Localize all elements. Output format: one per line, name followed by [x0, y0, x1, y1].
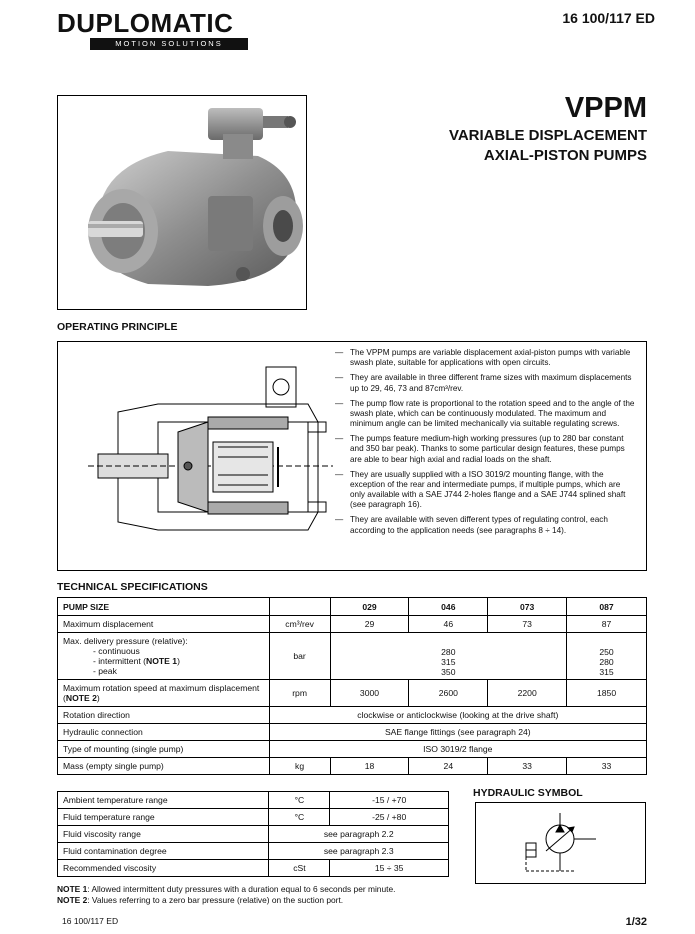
- mounting-label: Type of mounting (single pump): [58, 741, 270, 758]
- table-cell: see paragraph 2.3: [269, 843, 449, 860]
- table-row: [58, 843, 449, 860]
- table-cell: 3000: [330, 680, 409, 707]
- size-073: 073: [488, 598, 567, 616]
- footer-page-number: 1/32: [625, 916, 647, 928]
- bullet-item: — The pump flow rate is proportional to the rotation speed and to the angle of the swash plate, which can be continuously modulated. The maximum and minimum angle can be limited mechanically via suitable regulating screws.: [335, 398, 635, 429]
- product-title-line2: AXIAL-PISTON PUMPS: [483, 147, 647, 164]
- note-1: NOTE 1: Allowed intermittent duty pressures with a duration equal to 6 seconds per minute.: [57, 884, 396, 894]
- hydraulic-connection-label: Hydraulic connection: [58, 724, 270, 741]
- document-code: 16 100/117 ED: [562, 10, 655, 26]
- table-cell: -15 / +70: [330, 792, 449, 809]
- hydraulic-symbol-box: [475, 802, 646, 884]
- table-cell: Fluid temperature range: [58, 809, 269, 826]
- table-cell: °C: [269, 809, 330, 826]
- brand-tagline: MOTION SOLUTIONS: [90, 38, 248, 50]
- displacement-label: Maximum displacement: [58, 616, 270, 633]
- bullet-item: — The pumps feature medium-high working pressures (up to 280 bar constant and 350 bar peak). Thanks to some particular design features, these pumps are able to bear high axial and radial loads on the shaft.: [335, 434, 625, 464]
- product-title-line1: VARIABLE DISPLACEMENT: [448, 127, 647, 144]
- table-cell: 1850: [567, 680, 647, 707]
- operating-principle-heading: OPERATING PRINCIPLE: [57, 321, 178, 333]
- bullet-item: — The VPPM pumps are variable displacement axial-piston pumps with variable swash plate, suitable for applications with open circuits.: [335, 348, 631, 368]
- mass-label: Mass (empty single pump): [58, 758, 270, 775]
- table-cell: Fluid viscosity range: [58, 826, 269, 843]
- bullet-item: — They are available with seven different types of regulating control, each according to the application needs (see paragraphs 8 ÷ 14).: [335, 515, 608, 535]
- table-cell: 15 ÷ 35: [330, 860, 449, 877]
- table-row: [58, 724, 647, 741]
- table-cell: 18: [330, 758, 409, 775]
- table-cell: Fluid contamination degree: [58, 843, 269, 860]
- table-row: [58, 809, 449, 826]
- table-cell: 2600: [409, 680, 488, 707]
- ambient-table: [57, 791, 449, 877]
- table-row: [58, 826, 449, 843]
- table-row: [58, 792, 449, 809]
- tech-specs-table: [57, 597, 647, 775]
- pump-cross-section-drawing: [78, 362, 338, 547]
- speed-label: Maximum rotation speed at maximum displacement (NOTE 2): [58, 680, 270, 707]
- size-029: 029: [330, 598, 409, 616]
- footnotes: [57, 884, 395, 907]
- table-row: [58, 860, 449, 877]
- table-cell: 73: [488, 616, 567, 633]
- tech-specs-heading: TECHNICAL SPECIFICATIONS: [57, 581, 208, 593]
- hydraulic-symbol-icon: [516, 813, 606, 875]
- table-cell: 2200: [488, 680, 567, 707]
- table-cell: -25 / +80: [330, 809, 449, 826]
- table-cell: 33: [567, 758, 647, 775]
- pressure-label: Max. delivery pressure (relative): - continuous - intermittent (NOTE 1) - peak: [58, 633, 270, 680]
- table-cell: 87: [567, 616, 647, 633]
- mass-unit: kg: [269, 758, 330, 775]
- pressure-values-087: 250 280 315: [567, 633, 647, 680]
- pressure-values-mid: 280 315 350: [330, 633, 567, 680]
- rotation-label: Rotation direction: [58, 707, 270, 724]
- table-row: [58, 758, 647, 775]
- speed-unit: rpm: [269, 680, 330, 707]
- table-row: [58, 707, 647, 724]
- footer-document-code: 16 100/117 ED: [62, 916, 119, 926]
- operating-principle-bullets: [335, 348, 637, 541]
- bullet-item: — They are usually supplied with a ISO 3019/2 mounting flange, with the exception of the rear and intermediate pumps, if multiple pumps, which are only available with a SAE J744 2-holes flange and a SAE J744 splined shaft (see paragraph 16).: [335, 469, 626, 510]
- table-row: [58, 633, 647, 680]
- table-row: [58, 680, 647, 707]
- table-row: [58, 741, 647, 758]
- size-087: 087: [567, 598, 647, 616]
- pump-size-label: PUMP SIZE: [58, 598, 270, 616]
- hydraulic-symbol-heading: HYDRAULIC SYMBOL: [473, 787, 583, 799]
- rotation-value: clockwise or anticlockwise (looking at the drive shaft): [269, 707, 646, 724]
- note-2: NOTE 2: Values referring to a zero bar pressure (relative) on the suction port.: [57, 895, 344, 906]
- mounting-value: ISO 3019/2 flange: [269, 741, 646, 758]
- table-cell: 46: [409, 616, 488, 633]
- table-cell: Ambient temperature range: [58, 792, 269, 809]
- table-cell: Recommended viscosity: [58, 860, 269, 877]
- table-cell: see paragraph 2.2: [269, 826, 449, 843]
- product-code: VPPM: [564, 92, 647, 124]
- bullet-item: — They are available in three different frame sizes with maximum displacements up to 29, 46, 73 and 87cm³/rev.: [335, 373, 632, 393]
- table-cell: cSt: [269, 860, 330, 877]
- size-046: 046: [409, 598, 488, 616]
- brand-logo: DUPLOMATIC: [57, 8, 234, 38]
- table-row: [58, 598, 647, 616]
- product-photo: [57, 95, 307, 310]
- pump-photo-illustration: [58, 96, 306, 309]
- table-cell: °C: [269, 792, 330, 809]
- operating-principle-box: [57, 341, 647, 571]
- table-cell: 33: [488, 758, 567, 775]
- table-row: [58, 616, 647, 633]
- pressure-unit: bar: [269, 633, 330, 680]
- table-cell: 24: [409, 758, 488, 775]
- displacement-unit: cm³/rev: [269, 616, 330, 633]
- hydraulic-connection-value: SAE flange fittings (see paragraph 24): [269, 724, 646, 741]
- table-cell: 29: [330, 616, 409, 633]
